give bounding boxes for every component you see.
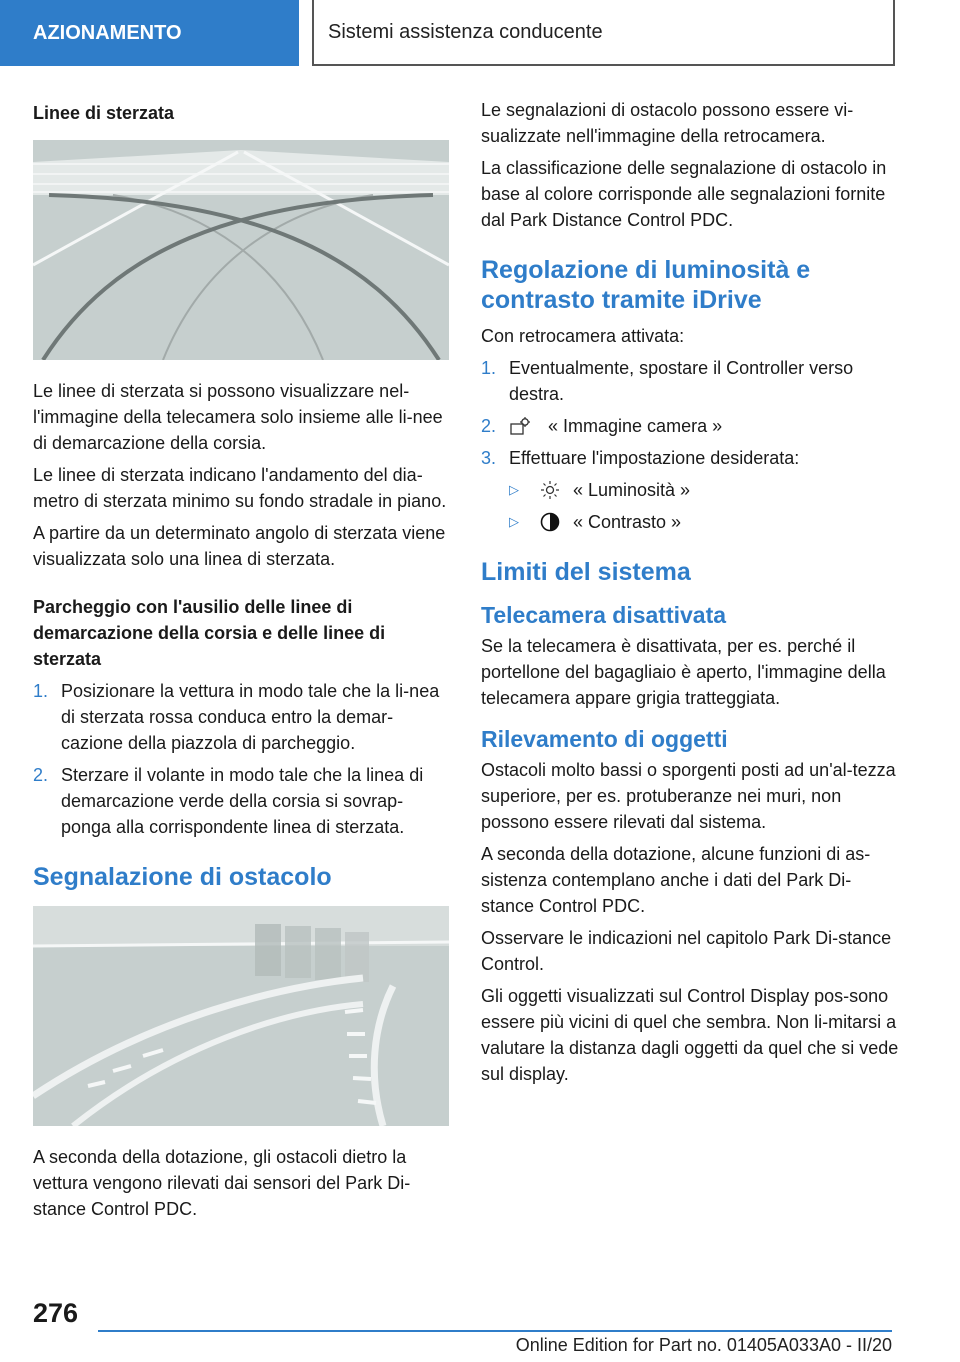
paragraph: Le segnalazioni di ostacolo possono essere vi-sualizzate nell'immagine della retrocamera. xyxy=(481,100,854,146)
page-number: 276 xyxy=(33,1298,79,1328)
step-text: Effettuare l'impostazione desiderata: xyxy=(509,448,800,468)
heading-camera-disabled: Telecamera disattivata xyxy=(481,602,727,628)
paragraph: Le linee di sterzata indicano l'andamento del dia-metro di sterzata minimo su fondo stradale in piano. xyxy=(33,465,447,511)
paragraph: Ostacoli molto bassi o sporgenti posti ad un'al-tezza superiore, per es. protuberanze nei muri, non possono essere rilevati dal sistema. xyxy=(481,760,896,832)
paragraph: Con retrocamera attivata: xyxy=(481,326,685,346)
header-section-label: AZIONAMENTO xyxy=(33,21,182,44)
header-section-tab xyxy=(0,0,299,66)
sub-item-text: « Luminosità » xyxy=(573,480,691,500)
list-item xyxy=(33,678,449,756)
brightness-icon xyxy=(539,479,561,501)
heading-brightness-contrast: Regolazione di luminosità e contrasto tramite iDrive xyxy=(481,256,811,314)
obstacle-marking-image xyxy=(33,906,449,1126)
list-item xyxy=(33,762,449,840)
header-chapter xyxy=(312,0,895,66)
paragraph: La classificazione delle segnalazione di ostacolo in base al colore corrisponde alle segnalazioni fornite dal Park Distance Control PDC. xyxy=(481,158,887,230)
paragraph: A partire da un determinato angolo di sterzata viene visualizzata solo una linea di sterzata. xyxy=(33,523,446,569)
list-item xyxy=(481,355,901,407)
paragraph: A seconda della dotazione, alcune funzioni di as-sistenza contemplano anche i dati del Park Di-stance Control PDC. xyxy=(481,844,871,916)
list-item xyxy=(481,413,901,439)
sub-item-text: « Contrasto » xyxy=(573,512,682,532)
step-number: 2. xyxy=(481,416,497,436)
heading-obstacle-marking: Segnalazione di ostacolo xyxy=(33,863,332,891)
paragraph: Gli oggetti visualizzati sul Control Display pos-sono essere più vicini di quel che sembra. Non li-mitarsi a valutare la distanza dagli oggetti da quel che si vede sul display. xyxy=(481,986,899,1084)
list-item xyxy=(509,477,901,503)
step-number: 3. xyxy=(481,448,497,468)
step-number: 1. xyxy=(481,358,497,378)
paragraph: Le linee di sterzata si possono visualizzare nel-l'immagine della telecamera solo insieme alle li-nee di demarcazione della corsia. xyxy=(33,381,443,453)
step-text: Sterzare il volante in modo tale che la linea di demarcazione verde della corsia si sovrap-ponga alla corrispondente linea di sterzata. xyxy=(61,765,424,837)
footer-divider xyxy=(98,1330,892,1332)
right-column xyxy=(481,97,901,1093)
left-column xyxy=(33,100,449,1228)
settings-sub-list xyxy=(509,477,901,535)
step-text: Posizionare la vettura in modo tale che la li-nea di sterzata rossa conduca entro la demar-cazione della piazzola di parcheggio. xyxy=(61,681,440,753)
paragraph: A seconda della dotazione, gli ostacoli dietro la vettura vengono rilevati dai sensori del Park Di-stance Control PDC. xyxy=(33,1147,411,1219)
heading-steering-lines: Linee di sterzata xyxy=(33,103,175,123)
steering-lines-image xyxy=(33,140,449,360)
step-text: « Immagine camera » xyxy=(548,416,723,436)
triangle-bullet-icon: ▷ xyxy=(509,482,519,497)
camera-settings-icon xyxy=(509,416,531,438)
paragraph: Osservare le indicazioni nel capitolo Park Di-stance Control. xyxy=(481,928,892,974)
parking-steps-list xyxy=(33,678,449,840)
heading-system-limits: Limiti del sistema xyxy=(481,558,691,586)
footer-edition: Online Edition for Part no. 01405A033A0 - II/20 xyxy=(515,1335,892,1355)
brightness-steps-list xyxy=(481,355,901,471)
triangle-bullet-icon: ▷ xyxy=(509,514,519,529)
step-text: Eventualmente, spostare il Controller verso destra. xyxy=(509,358,854,404)
contrast-icon xyxy=(539,511,561,533)
heading-parking-assist: Parcheggio con l'ausilio delle linee di demarcazione della corsia e delle linee di sterzata xyxy=(33,597,386,669)
list-item xyxy=(509,509,901,535)
header-chapter-label: Sistemi assistenza conducente xyxy=(328,20,603,43)
step-number: 1. xyxy=(33,681,49,701)
step-number: 2. xyxy=(33,765,49,785)
list-item xyxy=(481,445,901,471)
heading-object-detection: Rilevamento di oggetti xyxy=(481,726,728,752)
paragraph: Se la telecamera è disattivata, per es. perché il portellone del bagagliaio è aperto, l'immagine della telecamera appare grigia tratteggiata. xyxy=(481,636,886,708)
